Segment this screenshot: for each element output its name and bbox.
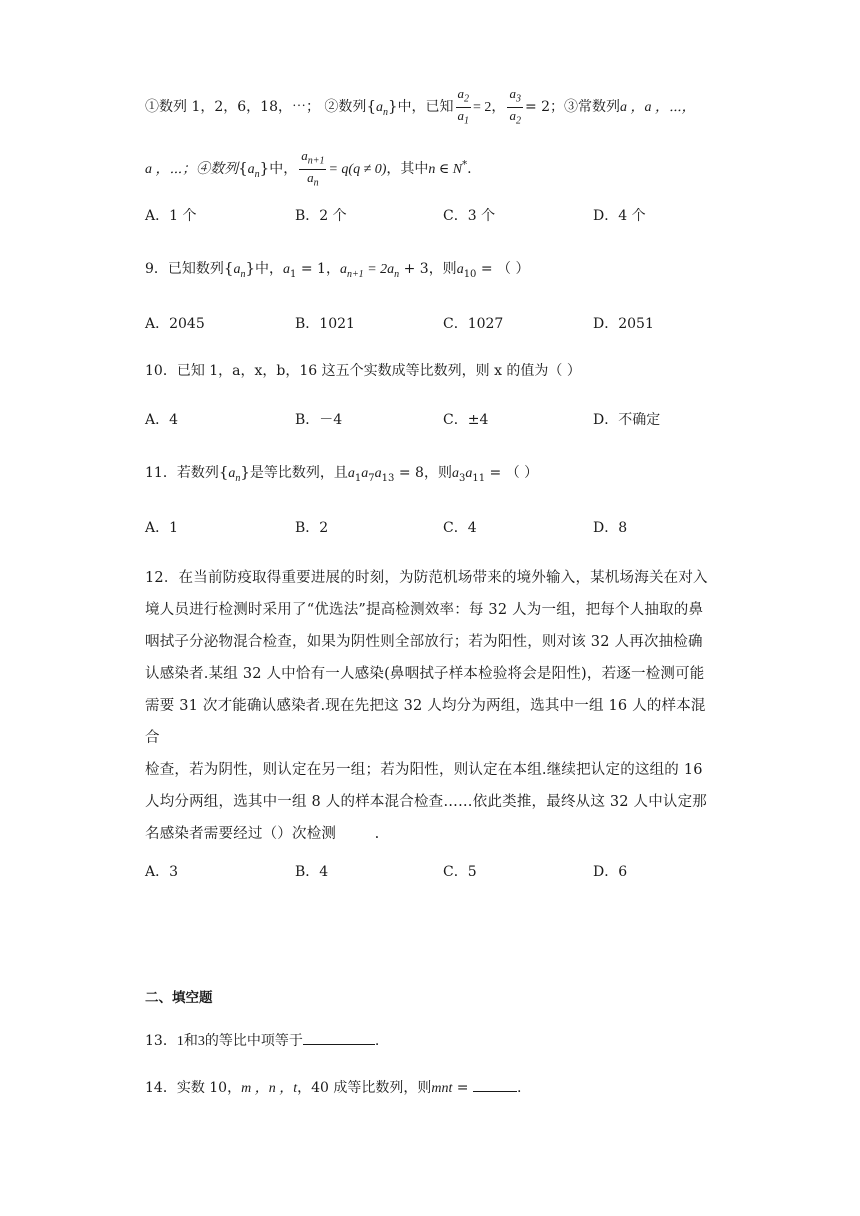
q9-rec-sub: n	[394, 268, 400, 280]
f1-den: a	[457, 107, 465, 123]
f3-den-sub: n	[313, 177, 319, 189]
q9-a1-sub: 1	[290, 268, 297, 280]
q9-sep: ，	[325, 261, 340, 277]
q13-tail: 的等比中项等于	[204, 1033, 303, 1049]
q11-s1: 1	[354, 472, 362, 484]
q8-option-a[interactable]: A．1 个	[145, 208, 197, 224]
f2-num-sub: 3	[515, 93, 521, 105]
eq1: = 2，	[473, 100, 506, 116]
q14-vars: m ，n ，t	[241, 1081, 298, 1096]
q12-option-a[interactable]: A．3	[145, 864, 179, 880]
q14-answer-blank[interactable]	[473, 1077, 517, 1092]
q11-seq-sub: n	[235, 472, 241, 484]
q9-a1-eq: = 1	[296, 261, 326, 277]
q12-line: 需要 31 次才能确认感染者.现在先把这 32 人均分为两组，选其中一组 16 人的样本混合	[145, 698, 706, 746]
q9-mid: 中，	[255, 261, 284, 277]
seq-sub-2: n	[254, 168, 260, 180]
q9-options	[145, 313, 705, 333]
q10-option-d[interactable]: D．不确定	[593, 412, 661, 428]
q13-answer-blank[interactable]	[303, 1030, 375, 1045]
q14-mid: ，40 成等比数列，则	[297, 1080, 432, 1096]
section-heading-fill-in: 二、填空题	[145, 990, 213, 1006]
q8-option-d[interactable]: D．4 个	[593, 208, 646, 224]
q9-option-a[interactable]: A．2045	[145, 316, 205, 332]
q11-option-a[interactable]: A．1	[145, 520, 179, 536]
q11-s3: 13	[381, 472, 395, 484]
f3-den: a	[307, 169, 314, 185]
q11-s2: 7	[368, 472, 375, 484]
q14-statement	[145, 1077, 521, 1097]
q12-line: 检查，若为阴性，则认定在另一组；若为阳性，则认定在本组.继续把认定的这组的 16	[145, 762, 703, 778]
q10-option-b[interactable]: B．－4	[295, 412, 343, 428]
q10-option-c[interactable]: C．±4	[443, 412, 489, 428]
q13-n1: 1	[176, 1034, 184, 1049]
f1-den-sub: 1	[464, 115, 470, 127]
q11-mid: 是等比数列，且	[249, 465, 348, 481]
brace-left: {	[223, 259, 234, 277]
q13-n2: 3	[197, 1034, 205, 1049]
q11-a-2: a	[361, 466, 369, 481]
q12-line: 12．在当前防疫取得重要进展的时刻，为防范机场带来的境外输入，某机场海关在对入	[145, 570, 708, 586]
q11-a-3: a	[374, 466, 382, 481]
q12-option-d[interactable]: D．6	[593, 864, 628, 880]
f3-num-sub: n+1	[307, 155, 325, 167]
f1-num-sub: 2	[464, 93, 470, 105]
const-seq: a ，a ，⋯，	[620, 100, 696, 116]
q11-seq-a: a	[228, 466, 236, 481]
seq-a-2: a	[247, 162, 255, 178]
fraction-a2-a1	[456, 86, 472, 128]
q9-option-d[interactable]: D．2051	[593, 316, 654, 332]
q8-option-c[interactable]: C．3 个	[443, 208, 496, 224]
q9-then: ，则	[428, 261, 457, 277]
f2-den: a	[509, 107, 516, 123]
q10-option-a[interactable]: A．4	[145, 412, 179, 428]
q9-a10: a	[456, 262, 464, 277]
q12-line: 境人员进行检测时采用了“优选法”提高检测效率：每 32 人为一组，把每个人抽取的鼻	[145, 602, 704, 618]
q11-option-c[interactable]: C．4	[443, 520, 477, 536]
q9-prefix: 9．已知数列	[145, 261, 224, 277]
q12-line: 认感染者.某组 32 人中恰有一人感染(鼻咽拭子样本检验将会是阳性)，若逐一检测可能	[145, 666, 705, 682]
q13-prefix: 13．	[145, 1033, 177, 1049]
f2-num: a	[509, 86, 516, 101]
brace-right: }	[240, 463, 250, 481]
q9-seq-sub: n	[240, 268, 246, 280]
q11-p2: a	[451, 466, 459, 481]
q9-option-b[interactable]: B．1021	[295, 316, 355, 332]
q11-t2: 11	[472, 472, 486, 484]
q10-options	[145, 409, 705, 429]
q9-a1: a	[283, 262, 291, 277]
q9-rec-end: + 3	[399, 261, 429, 277]
q12-option-b[interactable]: B．4	[295, 864, 329, 880]
q11-prefix: 11．若数列	[145, 465, 219, 481]
q11-tail: = （ ）	[485, 465, 539, 481]
q9-rec-l-sub: n+1	[346, 268, 364, 280]
brace-right: }	[387, 97, 398, 116]
cond: n ∈ N	[428, 162, 463, 178]
brace-left: {	[238, 159, 248, 178]
q14-expr: mnt	[431, 1081, 453, 1096]
q13-mid: 和	[183, 1033, 198, 1049]
q8-text-part1: ①数列 1，2，6，18，⋯； ②数列	[145, 99, 367, 116]
brace-right: }	[259, 159, 270, 178]
brace-right: }	[245, 259, 256, 277]
f2-den-sub: 2	[515, 115, 521, 127]
f1-num: a	[457, 86, 465, 101]
q12-paragraph	[145, 562, 715, 850]
q8-options	[145, 205, 705, 225]
q9-rec-l: a	[339, 262, 347, 277]
q8-statement-line1	[145, 86, 696, 128]
q9-option-c[interactable]: C．1027	[443, 316, 504, 332]
q11-option-b[interactable]: B．2	[295, 520, 329, 536]
q11-p2-2: a	[465, 466, 473, 481]
q8-option-b[interactable]: B．2 个	[295, 208, 347, 224]
cond-sup: *	[462, 159, 468, 171]
q11-then: ，则	[423, 465, 452, 481]
fraction-a3-a2	[507, 86, 523, 128]
q8-text-part3: 中，	[269, 161, 298, 178]
q8-text-part2: 中，已知	[397, 99, 454, 116]
f3-num: a	[301, 148, 308, 163]
seq-a: a	[375, 100, 383, 116]
eq3: = q(q ≠ 0)	[328, 162, 387, 178]
q11-options	[145, 517, 705, 537]
q14-eq: =	[452, 1080, 473, 1096]
brace-left: {	[218, 463, 229, 481]
q11-t1: 3	[458, 472, 466, 484]
fraction-ratio	[299, 148, 326, 190]
q9-seq-a: a	[233, 262, 241, 277]
q9-statement	[145, 258, 530, 280]
brace-left: {	[366, 97, 376, 116]
line2-a: a ，⋯；④数列	[145, 162, 239, 178]
q8-statement-line2	[145, 148, 472, 190]
q10-statement: 10．已知 1，a，x，b，16 这五个实数成等比数列，则 x 的值为（ ）	[145, 363, 581, 379]
q12-line: 名感染者需要经过（）次检测 .	[145, 826, 380, 842]
q13-end: .	[374, 1033, 380, 1049]
q11-option-d[interactable]: D．8	[593, 520, 628, 536]
q9-a10-sub: 10	[463, 268, 477, 280]
q11-a: a	[347, 466, 355, 481]
q9-tail: = （ ）	[476, 261, 530, 277]
seq-sub: n	[382, 106, 388, 118]
q11-statement	[145, 462, 538, 484]
q8-text-part4: ，其中	[386, 161, 429, 178]
q12-option-c[interactable]: C．5	[443, 864, 477, 880]
q14-end: .	[517, 1080, 522, 1096]
q14-prefix: 14．实数 10，	[145, 1080, 242, 1096]
intro-end: .	[467, 161, 472, 178]
q12-options	[145, 861, 705, 881]
eq2: = 2；③常数列	[524, 99, 621, 116]
q12-line: 咽拭子分泌物混合检查，如果为阴性则全部放行；若为阳性，则对该 32 人再次抽检确	[145, 634, 703, 650]
q11-eq: = 8	[394, 465, 424, 481]
q13-statement	[145, 1030, 379, 1050]
q9-rec-eq: = 2a	[363, 262, 395, 277]
q12-line: 人均分两组，选其中一组 8 人的样本混合检查……依此类推，最终从这 32 人中认定那	[145, 794, 708, 810]
